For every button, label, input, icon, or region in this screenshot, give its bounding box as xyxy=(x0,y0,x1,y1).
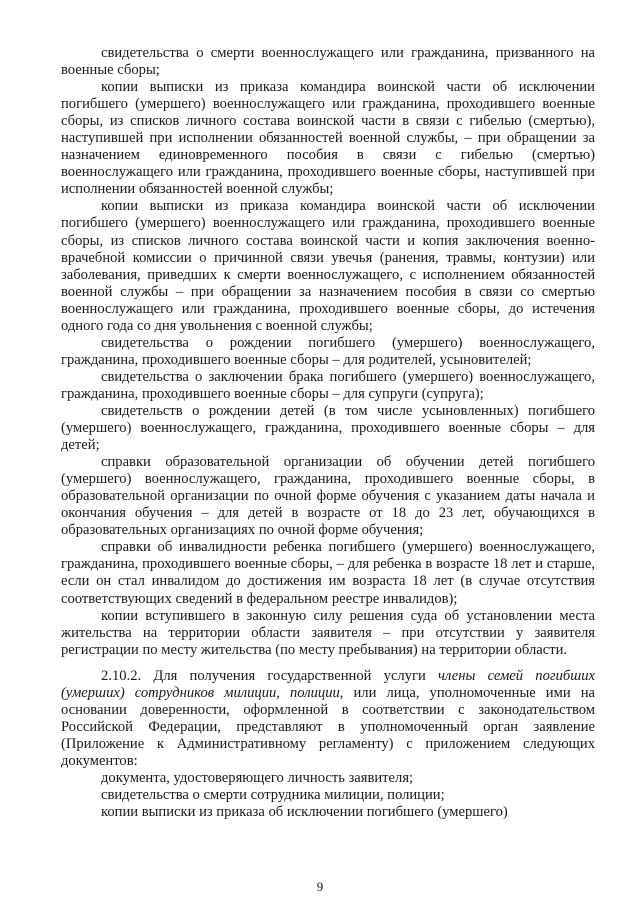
paragraph-birth-certificate: свидетельства о рождении погибшего (умершего) военнослужащего, гражданина, проходившего военные сборы – для родителей, усыновителей; xyxy=(61,334,595,368)
section-rest: или лица, уполномоченные ими на основании доверенности, оформленной в соответствии с законодательством Российской Федерации, представляют в уполномоченный орган заявление (Приложение к Административному регламенту) с приложением следующих документов: xyxy=(61,684,595,769)
paragraph-children-birth-certificates: свидетельств о рождении детей (в том числе усыновленных) погибшего (умершего) военнослужащего, гражданина, проходившего военные сборы – для детей; xyxy=(61,402,595,454)
section-number: 2.10.2. xyxy=(101,667,142,684)
section-emphasis: члены семей погибших (умерших) сотрудников милиции, полиции, xyxy=(61,667,595,701)
page-number: 9 xyxy=(316,879,324,894)
paragraph-order-excerpt-commission: копии выписки из приказа командира воинской части об исключении погибшего (умершего) военнослужащего или гражданина, проходившего военные сборы, из списков личного состава воинской части и копия заключения военно-врачебной комиссии о причинной связи увечья (ранения, травмы, контузии) или заболевания, приведших к смерти военнослужащего, с исполнением обязанностей военной службы – при обращении за назначением пособия в связи со смертью военнослужащего или гражданина, проходившего военные сборы, до истечения одного года со дня увольнения с военной службы; xyxy=(61,198,595,334)
paragraph-order-excerpt-officer: копии выписки из приказа об исключении погибшего (умершего) xyxy=(101,804,508,821)
paragraph-court-decision: копии вступившего в законную силу решения суда об установлении места жительства на территории области заявителя – при отсутствии у заявителя регистрации по месту жительства (по месту пребывания) на территории области. xyxy=(61,607,595,658)
paragraph-identity-document: документа, удостоверяющего личность заявителя; xyxy=(101,769,414,786)
paragraph-disability-certificate: справки об инвалидности ребенка погибшего (умершего) военнослужащего, гражданина, проходившего военные сборы, – для ребенка в возрасте 18 лет и старше, если он стал инвалидом до достижения им возраста 18 лет (в случае отсутствия соответствующих сведений в федеральном реестре инвалидов); xyxy=(61,539,595,607)
paragraph-officer-death-certificate: свидетельства о смерти сотрудника милиции, полиции; xyxy=(101,787,445,804)
paragraph-education-certificate: справки образовательной организации об обучении детей погибшего (умершего) военнослужащего, гражданина, проходившего военные сборы, в образовательной организации по очной форме обучения с указанием даты начала и окончания обучения – для детей в возрасте от 18 до 23 лет, обучающихся в образовательных организациях по очной форме обучения; xyxy=(61,454,595,539)
paragraph-marriage-certificate: свидетельства о заключении брака погибшего (умершего) военнослужащего, гражданина, проходившего военные сборы – для супруги (супруга); xyxy=(61,368,595,402)
section-2-10-2 xyxy=(61,668,595,770)
section-lead: Для получения государственной услуги xyxy=(141,667,439,684)
document-body xyxy=(61,45,595,821)
paragraph-death-certificate: свидетельства о смерти военнослужащего или гражданина, призванного на военные сборы; xyxy=(61,45,595,79)
paragraph-order-excerpt-death: копии выписки из приказа командира воинской части об исключении погибшего (умершего) военнослужащего или гражданина, проходившего военные сборы, из списков личного состава воинской части в связи с гибелью (смертью), наступившей при исполнении обязанностей военной службы, – при обращении за назначением единовременного пособия в связи с гибелью (смертью) военнослужащего или гражданина, проходившего военные сборы, наступившей при исполнении обязанностей военной службы; xyxy=(61,79,595,198)
